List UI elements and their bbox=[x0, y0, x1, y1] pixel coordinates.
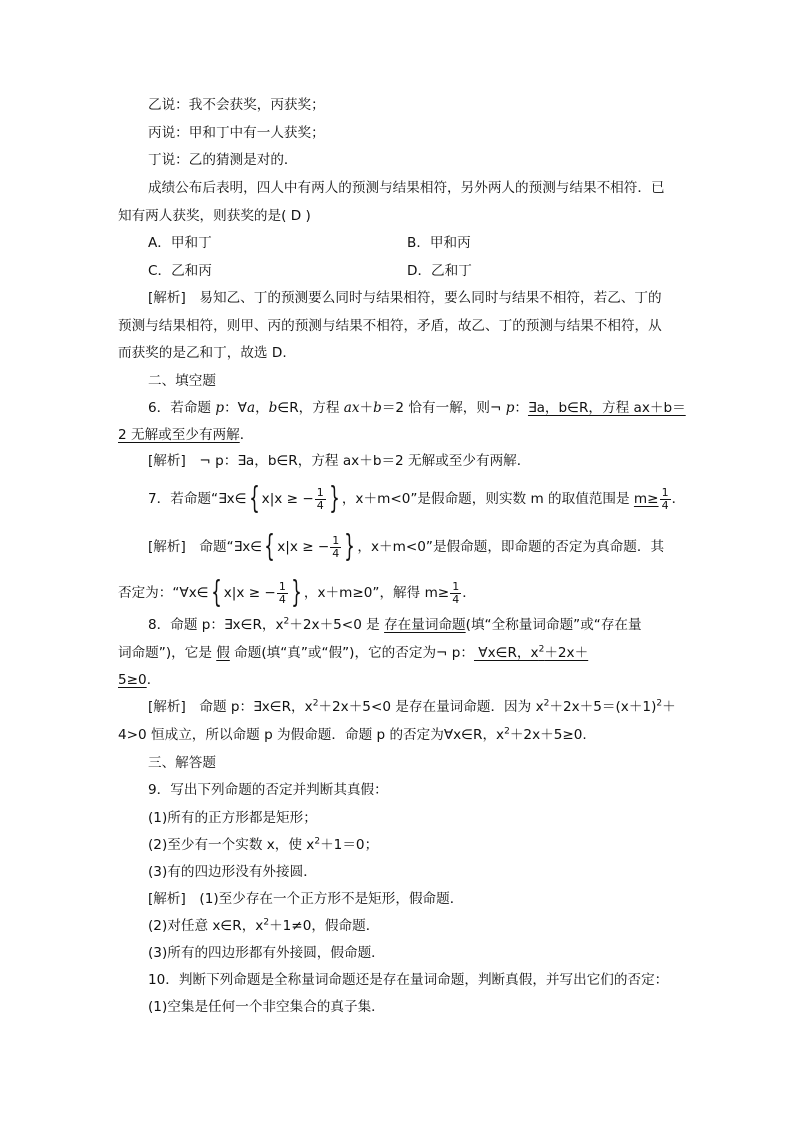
option-a: A．甲和丁 bbox=[148, 235, 212, 251]
superscript: 2 bbox=[283, 616, 290, 627]
question-6-cont bbox=[118, 425, 253, 445]
left-brace: { bbox=[210, 575, 222, 610]
set-var: x bbox=[277, 539, 286, 555]
numerator: 1 bbox=[278, 579, 286, 593]
numerator: 1 bbox=[661, 485, 669, 499]
text: 6．若命题 bbox=[148, 400, 216, 416]
option-d: D．乙和丁 bbox=[407, 263, 472, 279]
var: p bbox=[215, 400, 225, 416]
question-9-item: (1)所有的正方形都是矩形； bbox=[148, 810, 317, 826]
text: [解析] 命题 p：∃x∈R，x bbox=[148, 699, 313, 715]
text-line: 乙说：我不会获奖，丙获奖； bbox=[148, 97, 325, 113]
section-heading: 三、解答题 bbox=[148, 755, 216, 771]
text: ∈R，方程 bbox=[277, 400, 344, 416]
denominator: 4 bbox=[452, 592, 460, 606]
analysis-8-cont bbox=[118, 725, 587, 745]
text: ． bbox=[671, 491, 686, 507]
text: [解析] 命题“∃x∈ bbox=[148, 539, 263, 555]
var: b bbox=[373, 400, 382, 416]
analysis-8 bbox=[148, 697, 676, 717]
text-line: 知有两人获奖，则获奖的是( D ) bbox=[118, 208, 311, 224]
denominator: 4 bbox=[278, 592, 286, 606]
section-heading: 二、填空题 bbox=[148, 373, 216, 389]
text: 词命题”)，它是 bbox=[118, 645, 217, 661]
question-6 bbox=[148, 398, 686, 418]
question-9-item: (3)有的四边形没有外接圆． bbox=[148, 864, 317, 880]
analysis-7-cont bbox=[118, 575, 476, 610]
set-cond: x ≥ − bbox=[236, 585, 276, 601]
fraction bbox=[277, 581, 288, 606]
superscript: 2 bbox=[263, 917, 270, 928]
left-brace: { bbox=[248, 481, 260, 516]
fraction bbox=[660, 487, 671, 512]
right-brace: } bbox=[329, 481, 340, 516]
text: x∈ bbox=[226, 491, 247, 507]
answer-blank: ∃a，b∈R，方程 ax＋b＝ bbox=[527, 400, 686, 416]
set-var: x bbox=[223, 585, 232, 601]
option-b: B．甲和丙 bbox=[407, 235, 471, 251]
text: ＋2x＋5＝(x＋1) bbox=[549, 699, 657, 715]
text: ＋ bbox=[359, 400, 374, 416]
text: ． bbox=[239, 427, 254, 443]
set-bar: | bbox=[269, 491, 275, 507]
analysis-9 bbox=[148, 916, 379, 936]
text: 8．命题 p：∃x∈R，x bbox=[148, 617, 284, 633]
text: (2)至少有一个实数 x，使 x bbox=[148, 837, 315, 853]
denominator: 4 bbox=[316, 498, 324, 512]
text: ＋ bbox=[662, 699, 676, 715]
set-bar: | bbox=[285, 539, 290, 555]
text: 4>0 恒成立，所以命题 p 为假命题．命题 p 的否定为∀x∈R，x bbox=[118, 727, 505, 743]
fraction bbox=[315, 487, 326, 512]
text: ＋1≠0，假命题． bbox=[269, 918, 380, 934]
text: ： bbox=[514, 400, 528, 416]
text: (填“全称量词命题”或“存在量 bbox=[465, 617, 642, 633]
answer-blank bbox=[474, 645, 588, 661]
analysis-9: [解析] (1)至少存在一个正方形不是矩形，假命题． bbox=[148, 891, 464, 907]
question-10-item: (1)空集是任何一个非空集合的真子集． bbox=[148, 999, 385, 1015]
text: ：∀ bbox=[224, 400, 247, 416]
superscript: 2 bbox=[538, 644, 545, 655]
denominator: 4 bbox=[661, 498, 669, 512]
numerator: 1 bbox=[332, 533, 340, 547]
text-line: 预测与结果相符，则甲、丙的预测与结果不相符，矛盾，故乙、丁的预测与结果不相符，从 bbox=[118, 318, 662, 334]
analysis-6: [解析] ¬ p：∃a，b∈R，方程 ax＋b＝2 无解或至少有两解． bbox=[148, 453, 531, 469]
question-7 bbox=[148, 481, 686, 516]
text: ， bbox=[255, 400, 269, 416]
answer-blank: m≥ bbox=[633, 491, 659, 507]
text: ，x＋m<0”是假命题，则实数 m 的取值范围是 bbox=[341, 491, 634, 507]
answer-blank: 存在量词命题 bbox=[384, 617, 466, 633]
superscript: 2 bbox=[656, 698, 663, 709]
text: ＋2x＋5<0 是存在量词命题．因为 x bbox=[318, 699, 544, 715]
right-brace: } bbox=[344, 529, 356, 564]
superscript: 2 bbox=[504, 726, 510, 737]
question-8-cont bbox=[118, 643, 588, 663]
superscript: 2 bbox=[314, 836, 321, 847]
var: b bbox=[268, 400, 278, 416]
question-10: 10．判断下列命题是全称量词命题还是存在量词命题，判断真假，并写出它们的否定： bbox=[148, 972, 669, 988]
answer-blank: 假 bbox=[216, 645, 230, 661]
text: (2)对任意 x∈R，x bbox=[148, 918, 264, 934]
fraction bbox=[450, 581, 461, 606]
var: p bbox=[505, 400, 515, 416]
right-brace: } bbox=[291, 575, 302, 610]
fraction bbox=[330, 535, 341, 560]
set-bar: | bbox=[231, 585, 237, 601]
numerator: 1 bbox=[452, 579, 460, 593]
text-line: 而获奖的是乙和丁，故选 D. bbox=[118, 345, 287, 361]
answer-blank: 5≥0 bbox=[118, 672, 147, 688]
text-line: 成绩公布后表明，四人中有两人的预测与结果相符，另外两人的预测与结果不相符．已 bbox=[148, 180, 665, 196]
text: ＋2x＋ bbox=[544, 645, 589, 661]
superscript: 2 bbox=[543, 698, 550, 709]
question-8-cont bbox=[118, 670, 160, 690]
answer-blank: 2 无解或至少有两解 bbox=[118, 427, 240, 443]
question-9-item bbox=[148, 835, 378, 855]
var: a bbox=[246, 400, 256, 416]
var: ax bbox=[343, 400, 360, 416]
text: 7．若命题“∃ bbox=[148, 491, 227, 507]
text: 命题(填“真”或“假”)，它的否定为¬ p： bbox=[229, 645, 474, 661]
question-8 bbox=[148, 615, 642, 635]
text: ． bbox=[146, 672, 161, 688]
question-9: 9．写出下列命题的否定并判断其真假： bbox=[148, 782, 388, 798]
left-brace: { bbox=[264, 529, 275, 564]
superscript: 2 bbox=[312, 698, 319, 709]
text: ＋1＝0； bbox=[320, 837, 379, 853]
text: ，x＋m≥0”，解得 m≥ bbox=[303, 585, 450, 601]
text: ，x＋m<0”是假命题，即命题的否定为真命题．其 bbox=[357, 539, 665, 555]
denominator: 4 bbox=[332, 546, 340, 560]
option-row bbox=[148, 261, 472, 281]
analysis-9: (3)所有的四边形都有外接圆，假命题． bbox=[148, 945, 385, 961]
text: ＋2x＋5≥0. bbox=[509, 727, 587, 743]
set-var: x bbox=[261, 491, 270, 507]
text: ∀x∈R，x bbox=[473, 645, 539, 661]
option-c: C．乙和丙 bbox=[148, 263, 212, 279]
set-cond: x ≥ − bbox=[289, 539, 330, 555]
text-line: 丁说：乙的猜测是对的． bbox=[148, 152, 298, 168]
text-line: [解析] 易知乙、丁的预测要么同时与结果相符，要么同时与结果不相符，若乙、丁的 bbox=[148, 290, 662, 306]
text: ＋2x＋5<0 是 bbox=[289, 617, 385, 633]
text: ＝2 恰有一解，则¬ bbox=[381, 400, 506, 416]
text-line: 丙说：甲和丁中有一人获奖； bbox=[148, 125, 325, 141]
set-cond: x ≥ − bbox=[274, 491, 314, 507]
text: ． bbox=[462, 585, 476, 601]
numerator: 1 bbox=[316, 485, 324, 499]
option-row bbox=[148, 233, 471, 253]
analysis-7 bbox=[148, 529, 665, 564]
text: 否定为：“∀x∈ bbox=[118, 585, 209, 601]
